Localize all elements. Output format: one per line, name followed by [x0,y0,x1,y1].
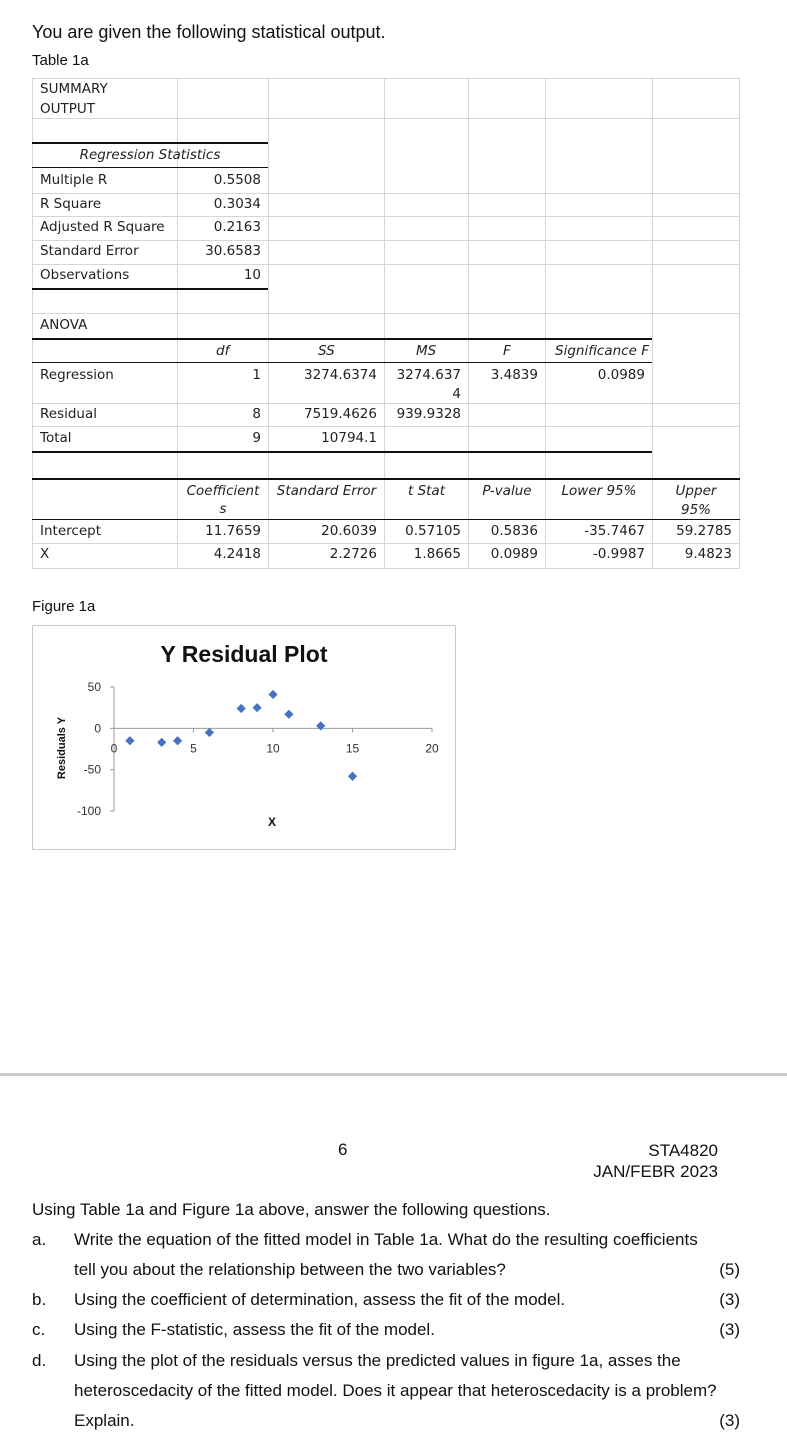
question-d-line3: Explain. [74,1411,135,1430]
anova-header-df: df [216,343,230,359]
coef-header-coefficients: Coefficient [186,483,260,499]
stat-label-adjusted-r-square: Adjusted R Square [40,219,165,235]
stat-label-observations: Observations [40,267,130,283]
coef-intercept-t-stat: 0.57105 [405,523,461,539]
coef-intercept-upper-95: 59.2785 [676,523,732,539]
stat-value-adjusted-r-square: 0.2163 [213,219,261,235]
coef-header-lower-95: Lower 95% [561,483,637,499]
stat-label-standard-error: Standard Error [40,243,139,259]
question-list [0,1225,787,1445]
coef-x-lower-95: -0.9987 [592,546,645,562]
anova-header-significance-f: Significance F [555,343,649,359]
coef-header-coefficients-wrap: s [219,501,227,517]
course-header [593,1140,718,1182]
question-a-line2: tell you about the relationship between the two variables? [74,1260,506,1279]
anova-regression-significance-f: 0.0989 [597,367,645,383]
course-code: STA4820 [648,1141,718,1160]
question-b-text: Using the coefficient of determination, assess the fit of the model. [74,1290,566,1309]
chart-x-axis-label: X [267,815,277,829]
stat-value-r-square: 0.3034 [213,196,261,212]
anova-regression-ms: 3274.637 [396,367,461,383]
anova-title: ANOVA [40,317,88,333]
exam-date: JAN/FEBR 2023 [593,1162,718,1181]
anova-total-ss: 10794.1 [321,430,377,446]
stat-label-multiple-r: Multiple R [40,172,108,188]
anova-residual-df: 8 [252,406,261,422]
data-point [125,736,134,745]
question-d-marks: (3) [719,1411,740,1430]
coef-x-t-stat: 1.8665 [413,546,461,562]
data-point [284,710,293,719]
anova-regression-df: 1 [252,367,261,383]
anova-header-f: F [503,343,511,359]
coef-x-coefficient: 4.2418 [213,546,261,562]
question-d-line1: Using the plot of the residuals versus the predicted values in figure 1a, asses the [74,1351,681,1370]
data-point [316,721,325,730]
question-c-text: Using the F-statistic, assess the fit of the model. [74,1320,435,1339]
question-c-marks: (3) [719,1320,740,1339]
intro-text: You are given the following statistical output. [32,22,386,42]
residual-plot-chart [32,625,456,850]
anova-total-df: 9 [252,430,261,446]
x-tick-label: 10 [266,741,280,756]
coef-x-upper-95: 9.4823 [684,546,732,562]
coef-intercept-p-value: 0.5836 [490,523,538,539]
data-point [268,690,277,699]
coef-intercept-coefficient: 11.7659 [205,523,261,539]
data-point [205,728,214,737]
coef-intercept-lower-95: -35.7467 [584,523,645,539]
coef-intercept-standard-error: 20.6039 [321,523,377,539]
y-tick-label: 50 [87,680,101,694]
x-tick-label: 20 [425,741,439,756]
stat-value-standard-error: 30.6583 [205,243,261,259]
question-d-letter: d. [32,1351,47,1370]
chart-title: Y Residual Plot [160,641,328,667]
y-tick-label: 0 [94,721,101,736]
anova-header-ss: SS [318,343,335,359]
question-b-marks: (3) [719,1290,740,1309]
chart-y-axis-label: Residuals Y [56,716,68,780]
anova-header-ms: MS [416,343,437,359]
coef-label-intercept: Intercept [40,523,101,539]
regression-statistics-title: Regression Statistics [79,147,221,163]
anova-regression-ss: 3274.6374 [303,367,377,383]
y-tick-label: -100 [76,804,101,818]
coef-header-upper-95: Upper [675,483,717,499]
anova-regression-ms-wrap: 4 [452,386,461,402]
figure-label: Figure 1a [32,598,96,615]
page-divider [0,1073,787,1076]
anova-regression-f: 3.4839 [490,367,538,383]
residual-plot-svg [33,626,455,849]
summary-label-line1: SUMMARY [40,81,108,97]
question-c-letter: c. [32,1320,46,1339]
coef-header-t-stat: t Stat [407,483,445,499]
x-tick-label: 15 [345,741,360,756]
summary-output-table [0,0,787,580]
anova-residual-ms: 939.9328 [396,406,461,422]
question-a-line1: Write the equation of the fitted model in Table 1a. What do the resulting coefficients [74,1230,698,1249]
anova-label-residual: Residual [40,406,98,422]
summary-label-line2: OUTPUT [40,101,96,117]
page-number: 6 [338,1140,348,1159]
data-point [157,738,166,747]
anova-residual-ss: 7519.4626 [303,406,377,422]
anova-label-regression: Regression [40,367,114,383]
stat-value-observations: 10 [243,267,261,283]
question-a-letter: a. [32,1230,47,1249]
anova-label-total: Total [40,430,72,446]
question-d-line2: heteroscedacity of the fitted model. Does it appear that heteroscedacity is a problem? [74,1381,717,1400]
data-point [173,736,182,745]
data-point [253,703,262,712]
coef-header-standard-error: Standard Error [276,483,377,499]
table-label: Table 1a [32,52,89,69]
data-point [348,772,357,781]
coef-header-upper-95-wrap: 95% [680,502,711,518]
data-point [237,704,246,713]
questions-intro: Using Table 1a and Figure 1a above, answer the following questions. [32,1200,551,1219]
stat-value-multiple-r: 0.5508 [213,172,261,188]
coef-x-standard-error: 2.2726 [329,546,377,562]
coef-x-p-value: 0.0989 [490,546,538,562]
question-b-letter: b. [32,1290,47,1309]
question-a-marks: (5) [719,1260,740,1279]
coef-header-p-value: P-value [482,483,532,499]
y-tick-label: -50 [83,762,101,777]
x-tick-label: 0 [110,741,118,756]
x-tick-label: 5 [190,741,197,756]
coef-label-x: X [40,546,50,562]
stat-label-r-square: R Square [40,196,102,212]
